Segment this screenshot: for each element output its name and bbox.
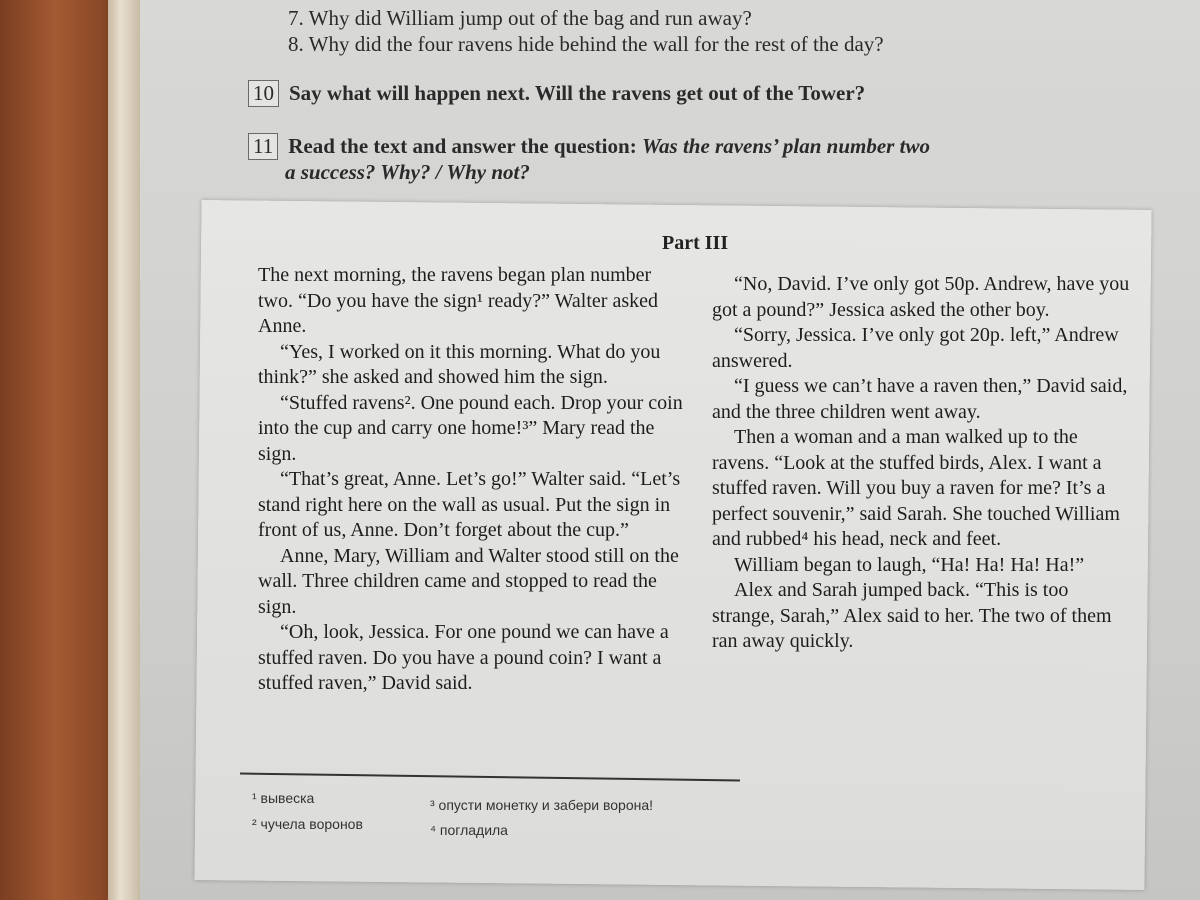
- story-right-column: [712, 272, 1132, 655]
- footnote-2: ² чучела воронов: [252, 816, 363, 832]
- paragraph: “Sorry, Jessica. I’ve only got 20p. left,” Andrew answered.: [712, 324, 1119, 372]
- task-number-10: 10: [248, 80, 279, 107]
- task-10: [248, 80, 865, 107]
- question-8: 8. Why did the four ravens hide behind the wall for the rest of the day?: [288, 32, 884, 56]
- task-number-11: 11: [248, 133, 278, 160]
- paragraph: “That’s great, Anne. Let’s go!” Walter said. “Let’s stand right here on the wall as usual. Put the sign in front of us, Anne. Don’t forget about the cup.”: [258, 468, 681, 541]
- task-11-question-1: Was the ravens’ plan number two: [641, 134, 930, 158]
- story-title: Part III: [662, 232, 729, 254]
- paragraph: Alex and Sarah jumped back. “This is too strange, Sarah,” Alex said to her. The two of them ran away quickly.: [712, 579, 1112, 652]
- paragraph: William began to laugh, “Ha! Ha! Ha! Ha!”: [734, 553, 1085, 576]
- footnote-3: ³ опусти монетку и забери ворона!: [430, 797, 654, 813]
- footnote-4: ⁴ погладила: [430, 822, 508, 838]
- paragraph: “I guess we can’t have a raven then,” David said, and the three children went away.: [712, 375, 1128, 423]
- story-left-column: [258, 263, 688, 697]
- paragraph: Then a woman and a man walked up to the ravens. “Look at the stuffed birds, Alex. I want a stuffed raven. Will you buy a raven for me? It’s a perfect souvenir,” said Sarah. She touched William and rubbed⁴ his head, neck and feet.: [712, 426, 1120, 550]
- paragraph: “Stuffed ravens². One pound each. Drop your coin into the cup and carry one home!³” Mary read the sign.: [258, 391, 683, 465]
- question-7: 7. Why did William jump out of the bag and run away?: [288, 6, 752, 30]
- paragraph: “No, David. I’ve only got 50p. Andrew, have you got a pound?” Jessica asked the other boy.: [712, 273, 1130, 321]
- paragraph: “Oh, look, Jessica. For one pound we can have a stuffed raven. Do you have a pound coin? I want a stuffed raven,” David said.: [258, 621, 669, 694]
- task-11-question-2: a success? Why? / Why not?: [285, 160, 530, 184]
- paragraph: “Yes, I worked on it this morning. What do you think?” she asked and showed him the sign.: [258, 340, 661, 388]
- paragraph: The next morning, the ravens began plan number two. “Do you have the sign¹ ready?” Walter asked Anne.: [258, 264, 658, 337]
- paragraph: Anne, Mary, William and Walter stood still on the wall. Three children came and stopped to read the sign.: [258, 544, 679, 618]
- task-11: [248, 133, 930, 160]
- task-10-text: Say what will happen next. Will the ravens get out of the Tower?: [289, 81, 866, 105]
- task-11-text: Read the text and answer the question:: [288, 134, 642, 158]
- footnote-1: ¹ вывеска: [252, 790, 315, 806]
